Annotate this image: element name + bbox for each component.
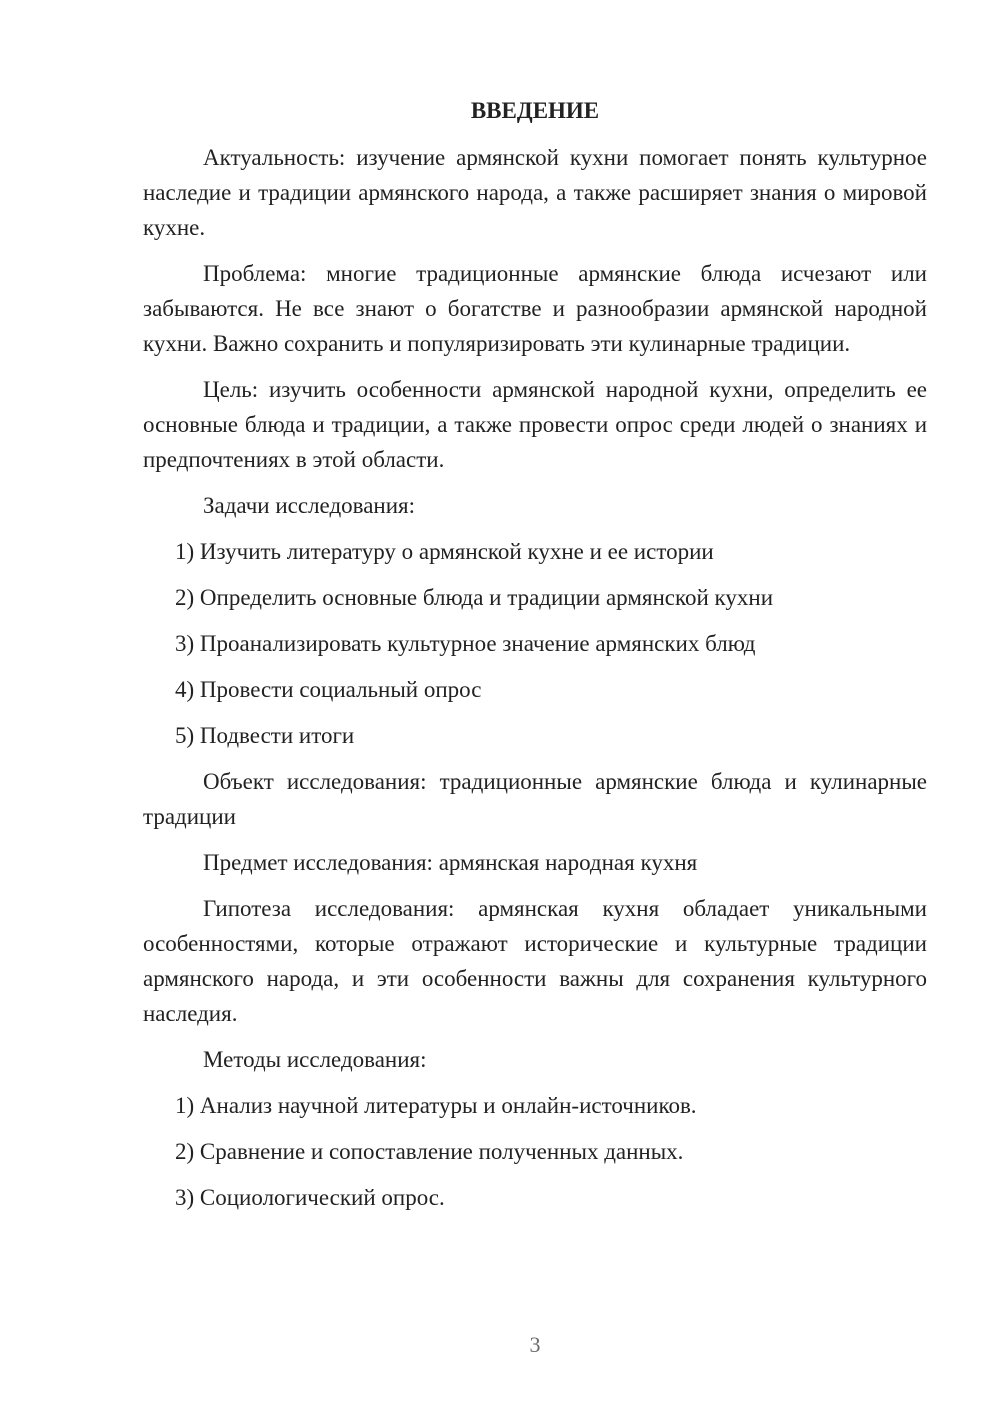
list-item: 3) Проанализировать культурное значение армянских блюд bbox=[175, 631, 756, 656]
list-item: 2) Определить основные блюда и традиции армянской кухни bbox=[175, 585, 773, 610]
list-item: 4) Провести социальный опрос bbox=[175, 677, 482, 702]
methods-heading: Методы исследования: bbox=[203, 1047, 427, 1072]
tasks-heading: Задачи исследования: bbox=[203, 493, 416, 518]
list-item: 1) Изучить литературу о армянской кухне и ее истории bbox=[175, 539, 714, 564]
goal-paragraph: Цель: изучить особенности армянской народной кухни, определить ее основные блюда и традиции, а также провести опрос среди людей о знаниях и предпочтениях в этой области. bbox=[143, 377, 927, 472]
tasks-list bbox=[143, 534, 927, 753]
problem-paragraph: Проблема: многие традиционные армянские блюда исчезают или забываются. Не все знают о богатстве и разнообразии армянской народной кухни. Важно сохранить и популяризировать эти кулинарные традиции. bbox=[143, 261, 927, 356]
subject-paragraph: Предмет исследования: армянская народная кухня bbox=[203, 850, 698, 875]
relevance-paragraph: Актуальность: изучение армянской кухни помогает понять культурное наследие и традиции армянского народа, а также расширяет знания о мировой кухне. bbox=[143, 145, 927, 240]
page-content bbox=[143, 93, 927, 1226]
page-number: 3 bbox=[529, 1332, 541, 1357]
list-item: 2) Сравнение и сопоставление полученных данных. bbox=[175, 1139, 684, 1164]
page-title: ВВЕДЕНИЕ bbox=[470, 98, 600, 123]
object-paragraph: Объект исследования: традиционные армянские блюда и кулинарные традиции bbox=[143, 769, 927, 829]
hypothesis-paragraph: Гипотеза исследования: армянская кухня обладает уникальными особенностями, которые отражают исторические и культурные традиции армянского народа, и эти особенности важны для сохранения культурного наследия. bbox=[143, 896, 927, 1026]
list-item: 3) Социологический опрос. bbox=[175, 1185, 445, 1210]
methods-list bbox=[143, 1088, 927, 1215]
list-item: 5) Подвести итоги bbox=[175, 723, 355, 748]
list-item: 1) Анализ научной литературы и онлайн-источников. bbox=[175, 1093, 697, 1118]
